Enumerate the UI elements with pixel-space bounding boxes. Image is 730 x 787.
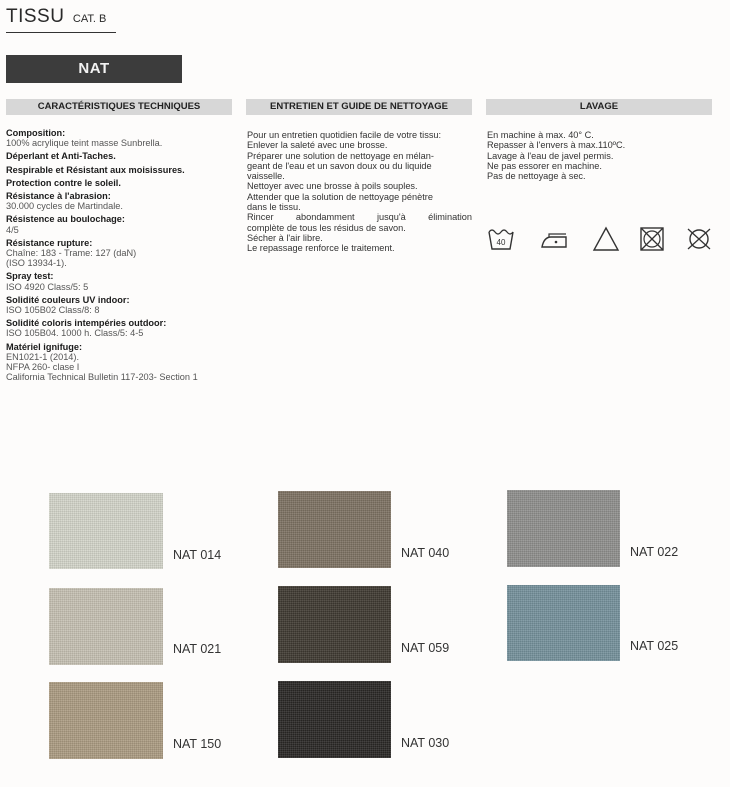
- washing-header: LAVAGE: [486, 99, 712, 115]
- feature-3: Protection contre le soleil.: [6, 177, 121, 188]
- cleaning-line: geant de l'eau et un savon doux ou du liquide: [247, 160, 432, 171]
- fire-value-1: EN1021-1 (2014).: [6, 351, 80, 362]
- uv-label: Solidité couleurs UV indoor:: [6, 294, 130, 305]
- swatch-label-nat-025: NAT 025: [630, 639, 679, 653]
- swatch-nat-021: [49, 588, 163, 665]
- cleaning-line: Préparer une solution de nettoyage en mélan-: [247, 150, 434, 161]
- cleaning-word: Rincer: [247, 212, 274, 223]
- cleaning-line: vaisselle.: [247, 171, 285, 182]
- cleaning-line: Sécher à l'air libre.: [247, 232, 323, 243]
- page-title: [6, 6, 106, 28]
- title-category: CAT. B: [72, 13, 107, 25]
- uv-value: ISO 105B02 Class/8: 8: [6, 305, 100, 316]
- cleaning-line: Enlever la saleté avec une brosse.: [247, 140, 388, 151]
- cleaning-line-justified: [247, 212, 472, 222]
- title-underline: [6, 32, 116, 33]
- technical-header: CARACTÉRISTIQUES TECHNIQUES: [6, 99, 232, 115]
- washing-line: Lavage à l'eau de javel permis.: [487, 150, 614, 161]
- iron-one-dot-icon: [539, 226, 569, 252]
- care-symbols: [487, 226, 712, 256]
- rupture-value-1: Chaîne: 183 - Trame: 127 (daN): [6, 248, 137, 259]
- wash-temp-label: 40: [496, 238, 506, 247]
- feature-1: Déperlant et Anti-Taches.: [6, 151, 116, 162]
- pilling-value: 4/5: [6, 224, 19, 235]
- composition-label: Composition:: [6, 128, 66, 138]
- weather-value: ISO 105B04. 1000 h. Class/5: 4-5: [6, 328, 144, 339]
- washing-line: En machine à max. 40° C.: [487, 130, 594, 140]
- swatch-nat-025: [507, 585, 620, 661]
- weather-label: Solidité coloris intempéries outdoor:: [6, 318, 167, 329]
- bleach-allowed-icon: [592, 226, 620, 252]
- swatch-label-nat-040: NAT 040: [401, 546, 450, 560]
- cleaning-line: Le repassage renforce le traitement.: [247, 243, 395, 254]
- swatch-nat-014: [49, 493, 163, 569]
- swatch-nat-040: [278, 491, 391, 568]
- washing-line: Repasser à l'envers à max.110ºC.: [487, 140, 626, 151]
- title-main: TISSU: [6, 6, 65, 27]
- technical-specs: [6, 128, 246, 382]
- no-dry-clean-icon: [685, 226, 713, 252]
- rupture-value-2: (ISO 13934-1).: [6, 258, 67, 269]
- wash-40-icon: [487, 226, 515, 252]
- washing-line: Pas de nettoyage à sec.: [487, 171, 586, 182]
- cleaning-header: ENTRETIEN ET GUIDE DE NETTOYAGE: [246, 99, 472, 115]
- cleaning-guide: [247, 130, 475, 254]
- swatch-label-nat-022: NAT 022: [630, 545, 679, 559]
- rupture-label: Résistance rupture:: [6, 237, 93, 248]
- swatch-nat-059: [278, 586, 391, 663]
- spray-label: Spray test:: [6, 271, 54, 282]
- cleaning-line: complète de tous les résidus de savon.: [247, 222, 406, 233]
- swatch-label-nat-014: NAT 014: [173, 548, 222, 562]
- cleaning-word: abondamment: [295, 212, 355, 223]
- cleaning-word: élimination: [428, 212, 472, 223]
- swatch-nat-150: [49, 682, 163, 759]
- swatch-nat-022: [507, 490, 620, 567]
- swatch-label-nat-021: NAT 021: [173, 642, 222, 656]
- abrasion-value: 30.000 cycles de Martindale.: [6, 201, 123, 212]
- washing-line: Ne pas essorer en machine.: [487, 160, 602, 171]
- cleaning-word: jusqu'à: [376, 212, 406, 223]
- pilling-label: Résistence au boulochage:: [6, 214, 125, 225]
- collection-banner: NAT: [6, 55, 182, 83]
- swatch-label-nat-150: NAT 150: [173, 737, 222, 751]
- washing-instructions: [487, 130, 715, 181]
- feature-2: Respirable et Résistant aux moisissures.: [6, 164, 185, 175]
- swatch-nat-030: [278, 681, 391, 758]
- spray-value: ISO 4920 Class/5: 5: [6, 281, 89, 292]
- cleaning-line: dans le tissu.: [247, 202, 301, 213]
- no-tumble-dry-icon: [639, 226, 665, 252]
- cleaning-line: Attender que la solution de nettoyage pénètre: [247, 191, 433, 202]
- cleaning-line: Pour un entretien quotidien facile de votre tissu:: [247, 130, 442, 140]
- composition-value: 100% acrylique teint masse Sunbrella.: [6, 138, 163, 149]
- fire-value-2: NFPA 260- clase I: [6, 362, 80, 373]
- abrasion-label: Résistance à l'abrasion:: [6, 191, 111, 202]
- fire-value-3: California Technical Bulletin 117-203- Section 1: [6, 372, 198, 383]
- cleaning-line: Nettoyer avec une brosse à poils souples.: [247, 181, 418, 192]
- fire-label: Matériel ignifuge:: [6, 341, 83, 352]
- swatch-label-nat-030: NAT 030: [401, 736, 450, 750]
- swatch-label-nat-059: NAT 059: [401, 641, 450, 655]
